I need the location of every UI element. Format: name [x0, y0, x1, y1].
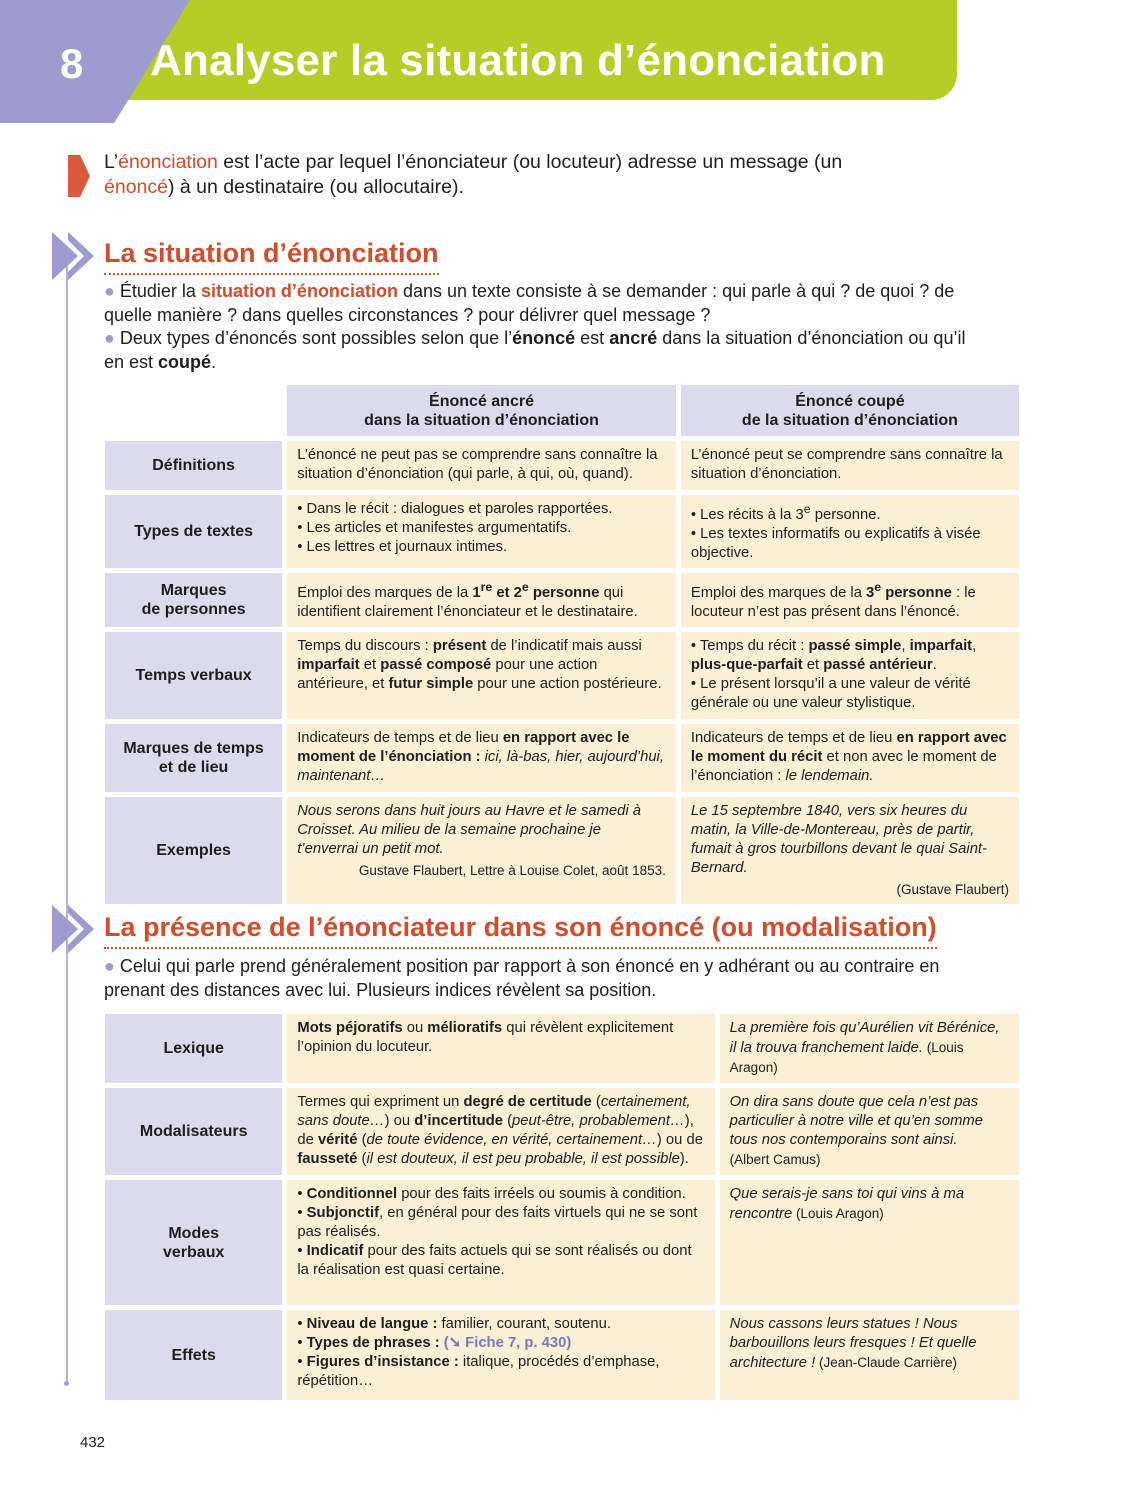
table-cell: Le 15 septembre 1840, vers six heures du matin, la Ville-de-Montereau, près de partir, fumait à gros tourbillons devant le quai Saint-Bernard. (Gustave Flaubert) — [681, 797, 1019, 904]
table-cell: Indicateurs de temps et de lieu en rapport avec le moment de l’énonciation : ici, là-bas, hier, aujourd’hui, maintenant… — [287, 724, 676, 792]
bullet-icon: ● — [104, 956, 115, 976]
table-cell: Emploi des marques de la 1re et 2e personne qui identifient clairement l’énonciateur et le destinataire. — [287, 573, 676, 627]
table-cell: Temps du discours : présent de l’indicatif mais aussi imparfait et passé composé pour une action antérieure, et futur simple pour une action postérieure. — [287, 632, 676, 719]
citation-source: (Jean-Claude Carrière) — [815, 1355, 958, 1370]
table-row — [105, 1180, 1019, 1305]
table-cell: • Niveau de langue : familier, courant, soutenu. • Types de phrases : (➘ Fiche 7, p. 430) • Figures d’insistance : italique, procédés d’emphase, répétition… — [287, 1310, 714, 1400]
row-header: Marques de temps et de lieu — [105, 724, 282, 792]
section-arrow-icon — [52, 232, 98, 280]
row-header: Exemples — [105, 797, 282, 904]
table-cell: Indicateurs de temps et de lieu en rapport avec le moment du récit et non avec le moment de l’énonciation : le lendemain. — [681, 724, 1019, 792]
table-row — [105, 1310, 1019, 1400]
table-row — [105, 495, 1019, 568]
table-cell: Que serais-je sans toi qui vins à ma rencontre (Louis Aragon) — [720, 1180, 1019, 1305]
section-arrow-icon — [52, 905, 98, 953]
table-cell: L’énoncé ne peut pas se comprendre sans connaître la situation d’énonciation (qui parle, à qui, où, quand). — [287, 441, 676, 490]
page-title: Analyser la situation d’énonciation — [150, 36, 886, 85]
row-header: Types de textes — [105, 495, 282, 568]
margin-rule-end — [64, 1381, 69, 1386]
table-cell: • Conditionnel pour des faits irréels ou soumis à condition. • Subjonctif, en général pour des faits virtuels qui ne se sont pas réalisés. • Indicatif pour des faits actuels qui se sont réalisés ou dont la réalisation est quasi certaine. — [287, 1180, 714, 1305]
table-cell: Mots péjoratifs ou mélioratifs qui révèlent explicitement l’opinion du locuteur. — [287, 1014, 714, 1083]
column-header-coupe: Énoncé coupé de la situation d’énonciation — [681, 385, 1019, 436]
table-row — [105, 1088, 1019, 1175]
chapter-number: 8 — [60, 40, 84, 87]
table-row — [105, 632, 1019, 719]
intro-definition: L’énonciation est l’acte par lequel l’énonciateur (ou locuteur) adresse un message (un énoncé) à un destinataire (ou allocutaire). — [104, 151, 843, 198]
section2-paragraph-1: ● Celui qui parle prend généralement position par rapport à son énoncé en y adhérant ou au contraire en prenant des distances avec lui. Plusieurs indices révèlent sa position. — [104, 956, 940, 1000]
table-row — [105, 724, 1019, 792]
citation-source: (Albert Camus) — [729, 1152, 821, 1167]
table-row — [105, 573, 1019, 627]
row-header: Temps verbaux — [105, 632, 282, 719]
bullet-icon: ● — [104, 328, 115, 348]
section-title-situation: La situation d’énonciation — [104, 238, 439, 275]
table-cell: • Dans le récit : dialogues et paroles rapportées. • Les articles et manifestes argumentatifs. • Les lettres et journaux intimes. — [287, 495, 676, 568]
bullet-icon: ● — [104, 281, 115, 301]
citation-source: (Gustave Flaubert) — [896, 881, 1009, 897]
section1-paragraph-2: ● Deux types d’énoncés sont possibles selon que l’énoncé est ancré dans la situation d’énonciation ou qu’il en est coupé. — [104, 328, 966, 372]
column-header-ancre: Énoncé ancré dans la situation d’énonciation — [287, 385, 676, 436]
table-row — [105, 1014, 1019, 1083]
table-cell: Emploi des marques de la 3e personne : le locuteur n’est pas présent dans l’énoncé. — [681, 573, 1019, 627]
table-cell: Termes qui expriment un degré de certitude (certainement, sans doute…) ou d’incertitude (peut-être, probablement…), de vérité (de toute évidence, en vérité, certainement…) ou de fausseté (il est douteux, il est peu probable, il est possible). — [287, 1088, 714, 1175]
citation-source: Gustave Flaubert, Lettre à Louise Colet, août 1853. — [358, 862, 666, 878]
table-cell: • Temps du récit : passé simple, imparfait, plus-que-parfait et passé antérieur. • Le présent lorsqu’il a une valeur de vérité générale ou une valeur stylistique. — [681, 632, 1019, 719]
table-cell: • Les récits à la 3e personne. • Les textes informatifs ou explicatifs à visée objective. — [681, 495, 1019, 568]
row-header: Marques de personnes — [105, 573, 282, 627]
table-cell: On dira sans doute que cela n’est pas particulier à notre ville et qu’en somme tous nos contemporains sont ainsi. (Albert Camus) — [720, 1088, 1019, 1175]
table-cell: La première fois qu’Aurélien vit Bérénice, il la trouva franchement laide. (Louis Aragon) — [720, 1014, 1019, 1083]
margin-rule — [66, 262, 68, 1384]
section1-paragraph-1: ● Étudier la situation d’énonciation dans un texte consiste à se demander : qui parle à qui ? de quoi ? de quelle manière ? dans quelles circonstances ? pour délivrer quel message ? — [104, 281, 955, 325]
enonce-table — [100, 380, 1024, 909]
citation-source: (Louis Aragon) — [729, 1040, 964, 1075]
table-cell: Nous cassons leurs statues ! Nous barbouillons leurs fresques ! Et quelle architecture ! (Jean-Claude Carrière) — [720, 1310, 1019, 1400]
table-row — [105, 797, 1019, 904]
cross-reference-link[interactable]: ➘ Fiche 7, p. 430 — [448, 1335, 567, 1351]
row-header: Définitions — [105, 441, 282, 490]
row-header: Effets — [105, 1310, 282, 1400]
row-header: Lexique — [105, 1014, 282, 1083]
table-cell: Nous serons dans huit jours au Havre et le samedi à Croisset. Au milieu de la semaine prochaine je t’enverrai un petit mot. Gustave Flaubert, Lettre à Louise Colet, août 1853. — [287, 797, 676, 904]
section-title-modalisation: La présence de l’énonciateur dans son énoncé (ou modalisation) — [104, 912, 937, 949]
citation-source: (Louis Aragon) — [792, 1206, 884, 1221]
intro-marker-icon — [68, 155, 90, 197]
table-row — [105, 441, 1019, 490]
row-header: Modalisateurs — [105, 1088, 282, 1175]
row-header: Modes verbaux — [105, 1180, 282, 1305]
table-cell: L’énoncé peut se comprendre sans connaître la situation d’énonciation. — [681, 441, 1019, 490]
page-number: 432 — [80, 1434, 106, 1451]
modalisation-table — [100, 1009, 1024, 1405]
